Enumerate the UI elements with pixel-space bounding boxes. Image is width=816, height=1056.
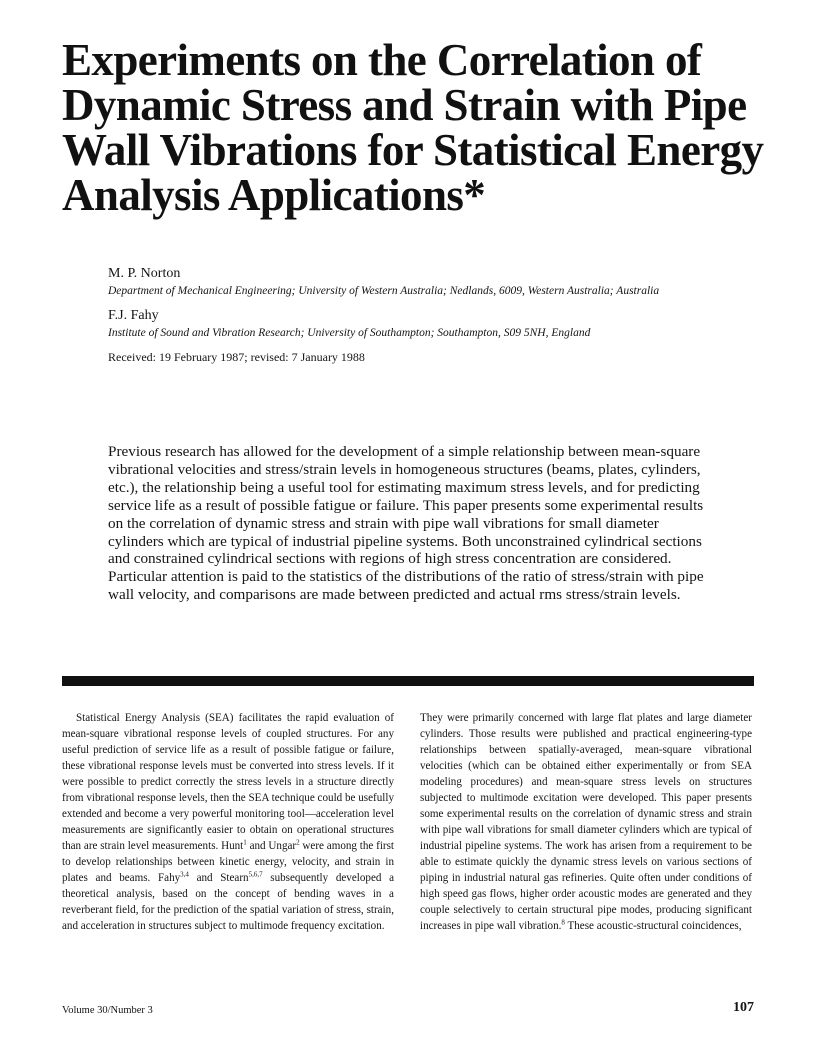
body-text: subsequently developed a theoretical analysis, based on the concept of bending waves in a reverberant field, for the prediction of the spatial variation of stress, strain, and acceleration in structures subject to multimode frequency excitation. <box>62 872 394 932</box>
title-line: Analysis Applications* <box>62 170 486 220</box>
journal-issue: Volume 30/Number 3 <box>62 1005 153 1016</box>
body-text: were among the first to develop relationships between kinetic energy, velocity, and strain in plates and beams. Fahy <box>62 840 394 884</box>
citation-ref: 5,6,7 <box>248 870 263 879</box>
citation-ref: 8 <box>561 918 565 927</box>
citation-ref: 3,4 <box>180 870 189 879</box>
author-affiliation: Department of Mechanical Engineering; University of Western Australia; Nedlands, 6009, Western Australia; Australia <box>108 285 660 297</box>
body-text: and Ungar <box>246 840 297 852</box>
paper-title <box>62 35 764 220</box>
body-column-right <box>420 710 752 934</box>
citation-ref: 2 <box>296 838 300 847</box>
title-line: Wall Vibrations for Statistical Energy <box>62 125 764 175</box>
author-affiliation: Institute of Sound and Vibration Research; University of Southampton; Southampton, S09 5NH, England <box>108 327 591 339</box>
body-text: and Stearn <box>188 872 249 884</box>
author-name: F.J. Fahy <box>108 308 159 323</box>
author-name: M. P. Norton <box>108 266 181 281</box>
author-block <box>108 265 728 365</box>
body-column-left <box>62 710 394 934</box>
citation-ref: 1 <box>243 838 247 847</box>
section-divider <box>62 676 754 686</box>
body-text: Statistical Energy Analysis (SEA) facilitates the rapid evaluation of mean-square vibrational response levels of coupled structures. For any useful prediction of service life as a result of possible fatigue or failure, these vibrational response levels must be converted into stress levels. If it were possible to predict correctly the stress levels in a structure directly from vibrational response levels, then the SEA technique could be usefully extended and become a very powerful monitoring tool—acceleration level measurements are significantly easier to obtain on operational structures than are strain level measurements. Hunt <box>62 712 394 852</box>
received-dates: Received: 19 February 1987; revised: 7 January 1988 <box>108 350 365 364</box>
page-number: 107 <box>733 1000 754 1015</box>
body-text: They were primarily concerned with large flat plates and large diameter cylinders. Those results were published and practical engineering-type relationships between spatially-averaged, mean-square vibrational velocities (which can be obtained either experimentally or from SEA modeling procedures) and mean-square stress levels on structures subjected to multimode excitation were developed. This paper presents some experimental results on the correlation of dynamic stress and strain with pipe wall vibrations for small diameter cylinders which are typical of industrial pipeline systems. The work has arisen from a requirement to be able to estimate quickly the dynamic stress levels on various sections of piping in industrial natural gas refineries. Quite often under conditions of high speed gas flows, higher order acoustic modes are generated and they couple selectively to certain structural pipe modes, producing significant increases in pipe wall vibration. <box>420 712 752 932</box>
title-line: Dynamic Stress and Strain with Pipe <box>62 80 747 130</box>
abstract: Previous research has allowed for the development of a simple relationship between mean-square vibrational velocities and stress/strain levels in homogeneous structures (beams, plates, cylinders, etc.), the relationship being a useful tool for estimating maximum stress levels, and for predicting service life as a result of possible fatigue or failure. This paper presents some experimental results on the correlation of dynamic stress and strain with pipe wall vibrations for small diameter cylinders which are typical of industrial pipeline systems. Both unconstrained cylindrical sections and constrained cylindrical sections with regions of high stress concentration are considered. Particular attention is paid to the statistics of the distributions of the ratio of stress/strain with pipe wall velocity, and comparisons are made between predicted and actual rms stress/strain levels. <box>108 443 704 604</box>
body-text: These acoustic-structural coincidences, <box>564 920 742 932</box>
title-line: Experiments on the Correlation of <box>62 35 702 85</box>
